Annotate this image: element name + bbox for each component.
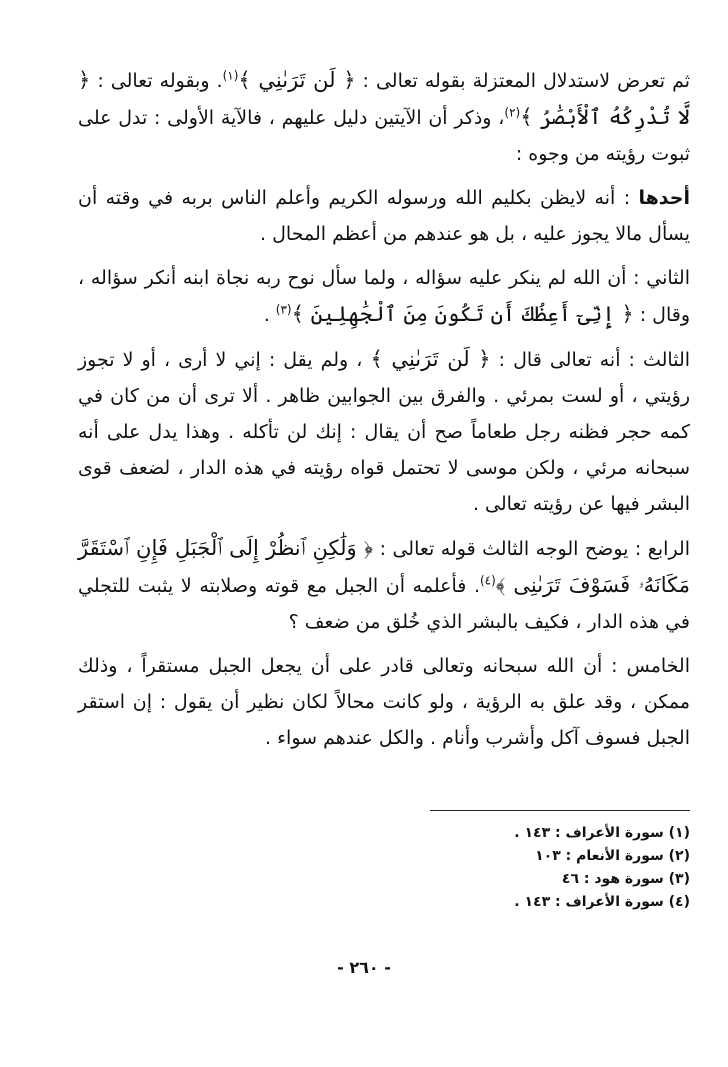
paragraph-fifth-point: [78, 648, 690, 756]
text-run: ، ولم يقل : إني لا أرى ، أو لا تجوز رؤيتي ، أو لست بمرئي . والفرق بين الجوابين ظاهر . ألا ترى أن من كان في كمه حجر فظنه رجل طعاماً صح أن يقال : إنك لن تأكله . وهذا يدل على أنه سبحانه مرئي ، ولكن موسى لا تحتمل قواه رؤيته في هذه الدار ، لضعف قوى البشر فيها عن رؤيته تعالى .: [78, 349, 690, 515]
text-run: ثم تعرض لاستدلال المعتزلة بقوله تعالى :: [355, 70, 690, 92]
quran-quote: ﴿ لَّا تُدْرِكُهُ ٱلْأَبْصَٰرُ ﴾: [78, 68, 691, 129]
footnote-1: (١) سورة الأعراف : ١٤٣ .: [514, 825, 690, 841]
page-number: - ٢٦٠ -: [337, 958, 391, 977]
body-text: [78, 62, 690, 764]
paragraph-intro: [78, 62, 690, 172]
text-run: الرابع : يوضح الوجه الثالث قوله تعالى :: [373, 538, 690, 560]
quran-quote: ﴿ وَلَٰكِنِ ٱنظُرْ إِلَى ٱلْجَبَلِ فَإِنِ ٱسْتَقَرَّ مَكَانَهُۥ فَسَوْفَ تَرَىٰنِى ﴾: [78, 536, 690, 597]
text-run: : أنه لايظن بكليم الله ورسوله الكريم وأعلم الناس بربه في وقته أن يسأل مالا يجوز عليه ، بل هو عندهم من أعظم المحال .: [78, 187, 690, 245]
quran-quote: ﴿ لَن تَرَىٰنِي ﴾: [238, 68, 356, 92]
footnote-separator: [430, 810, 690, 811]
footnote-4: (٤) سورة الأعراف : ١٤٣ .: [514, 894, 690, 910]
footnotes: [360, 822, 690, 914]
paragraph-third-point: [78, 341, 690, 522]
paragraph-fourth-point: [78, 530, 690, 640]
quran-quote: ﴿ إِنِّىٓ أَعِظُكَ أَن تَكُونَ مِنَ ٱلْجَٰهِلِينَ ﴾: [291, 302, 634, 326]
text-run: الثاني : أن الله لم ينكر عليه سؤاله ، ولما سأل نوح ربه نجاة ابنه أنكر سؤاله ، وقال :: [78, 267, 690, 326]
text-run: الخامس : أن الله سبحانه وتعالى قادر على أن يجعل الجبل مستقراً ، وذلك ممكن ، وقد علق به الرؤية ، ولو كانت محالاً لكان نظير أن يقول : إن استقر الجبل فسوف آكل وأشرب وأنام . والكل عندهم سواء .: [78, 655, 690, 749]
footnote-marker: (٣): [275, 302, 292, 317]
paragraph-second-point: [78, 260, 690, 333]
footnote-marker: (٢): [504, 105, 521, 120]
text-run: .: [263, 304, 276, 326]
footnote-marker: (١): [222, 68, 239, 83]
text-run: الثالث : أنه تعالى قال :: [490, 349, 691, 371]
point-heading: أحدها: [638, 187, 690, 209]
quran-quote: ﴿ لَن تَرَىٰنِي ﴾: [370, 347, 491, 371]
footnote-2: (٢) سورة الأنعام : ١٠٣: [535, 848, 690, 864]
text-run: . وبقوله تعالى :: [90, 70, 223, 92]
text-run: . فأعلمه أن الجبل مع قوته وصلابته لا يثبت للتجلي في هذه الدار ، فكيف بالبشر الذي خُلق من ضعف ؟: [78, 575, 690, 633]
paragraph-first-point: [78, 180, 690, 252]
text-run: ، وذكر أن الآيتين دليل عليهم ، فالآية الأولى : تدل على ثبوت رؤيته من وجوه :: [78, 107, 690, 165]
footnote-3: (٣) سورة هود : ٤٦: [561, 871, 690, 887]
footnote-marker: (٤): [479, 573, 496, 588]
